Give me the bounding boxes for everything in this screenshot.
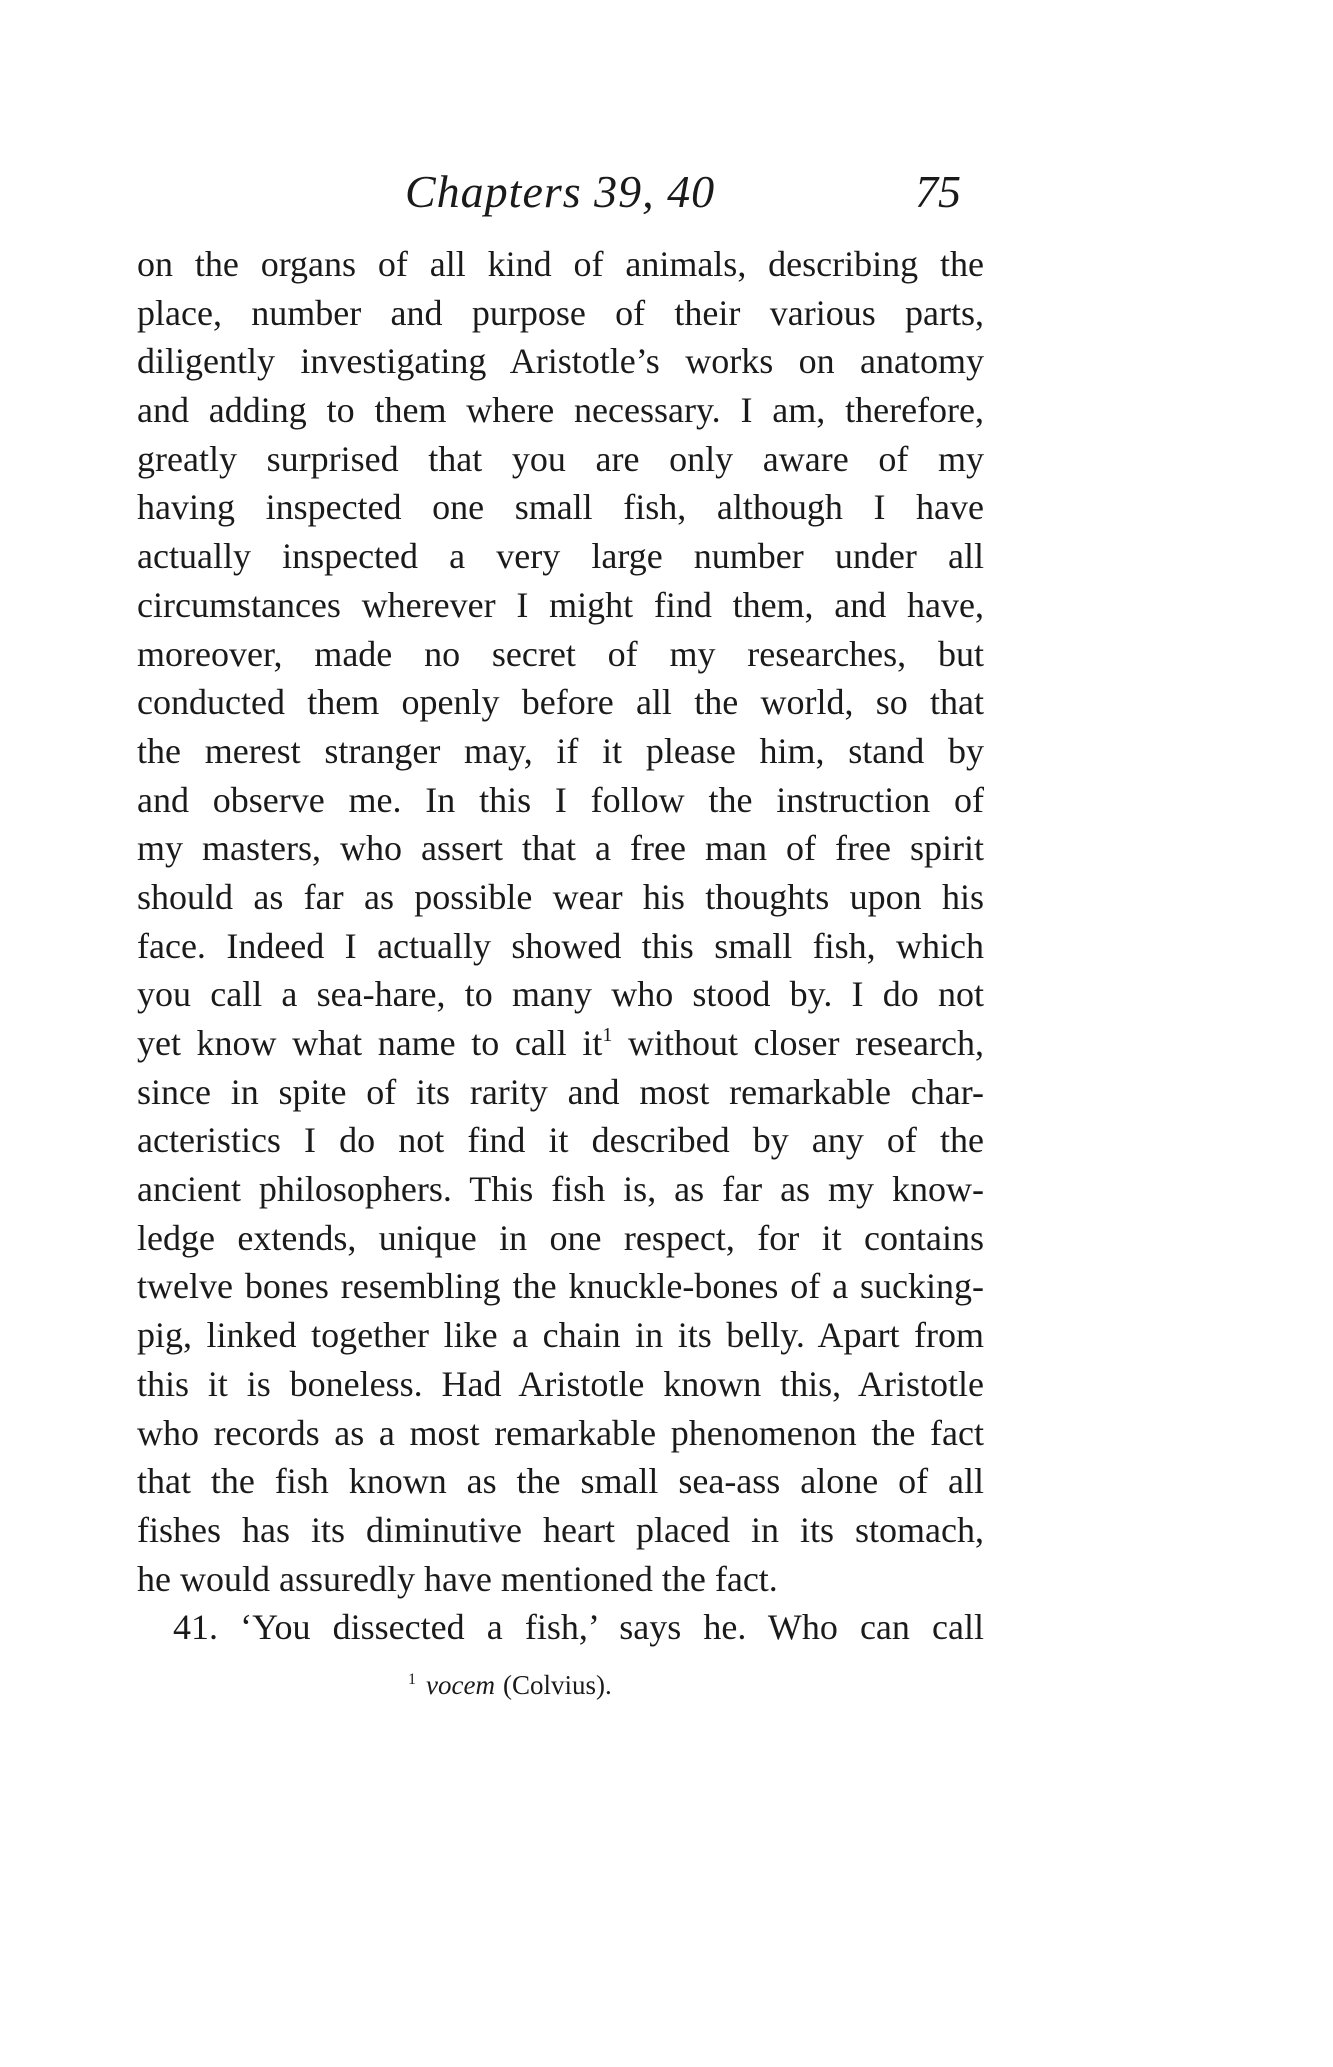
running-title: Chapters 39, 40 (405, 166, 716, 217)
text-line: pig, linked together like a chain in its belly. Apart from (137, 1315, 984, 1356)
text-line: should as far as possible wear his thoughts upon his (137, 876, 984, 917)
text-line: you call a sea-hare, to many who stood by. I do not (137, 974, 984, 1015)
page-number: 75 (915, 166, 961, 217)
text-line-with-footnote-ref (137, 1019, 984, 1068)
footnote-word: vocem (426, 1670, 495, 1700)
text-line: on the organs of all kind of animals, describing the (137, 244, 984, 284)
body-text (137, 240, 984, 1652)
text-line: ledge extends, unique in one respect, for it contains (137, 1217, 984, 1258)
text-line: since in spite of its rarity and most remarkable char- (137, 1071, 984, 1112)
text-line: that the fish known as the small sea-ass alone of all (137, 1461, 984, 1502)
text-fragment: without closer research, (612, 1023, 984, 1063)
text-line: this it is boneless. Had Aristotle known this, Aristotle (137, 1363, 984, 1404)
text-line: twelve bones resembling the knuckle-bones of a sucking- (137, 1266, 984, 1307)
footnote-marker: 1 (408, 1671, 416, 1688)
text-line: actually inspected a very large number under all (137, 536, 984, 577)
footnote-reference: 1 (602, 1024, 613, 1046)
text-line: greatly surprised that you are only aware of my (137, 438, 984, 479)
text-fragment: yet know what name to call it (137, 1023, 603, 1063)
text-line: circumstances wherever I might find them, and have, (137, 584, 984, 625)
text-line: who records as a most remarkable phenomenon the fact (137, 1412, 984, 1453)
text-line: diligently investigating Aristotle’s works on anatomy (137, 341, 984, 382)
text-line: and observe me. In this I follow the instruction of (137, 779, 984, 820)
footnote (408, 1662, 612, 1703)
text-line: and adding to them where necessary. I am, therefore, (137, 390, 984, 431)
text-line: having inspected one small fish, although I have (137, 487, 984, 528)
text-line: acteristics I do not find it described by any of the (137, 1120, 984, 1161)
text-line: face. Indeed I actually showed this small fish, which (137, 925, 984, 966)
footnote-source: (Colvius). (502, 1670, 612, 1700)
text-line: conducted them openly before all the world, so that (137, 682, 984, 723)
text-line: the merest stranger may, if it please him, stand by (137, 730, 984, 771)
text-line: moreover, made no secret of my researches, but (137, 633, 984, 674)
text-line: my masters, who assert that a free man of free spirit (137, 828, 984, 869)
text-line: ancient philosophers. This fish is, as far as my know- (137, 1169, 984, 1210)
section-41-line: 41. ‘You dissected a fish,’ says he. Who can call (173, 1607, 984, 1648)
text-line: fishes has its diminutive heart placed in its stomach, (137, 1509, 984, 1550)
text-line: place, number and purpose of their various parts, (137, 292, 984, 333)
text-line: he would assuredly have mentioned the fact. (137, 1558, 778, 1599)
